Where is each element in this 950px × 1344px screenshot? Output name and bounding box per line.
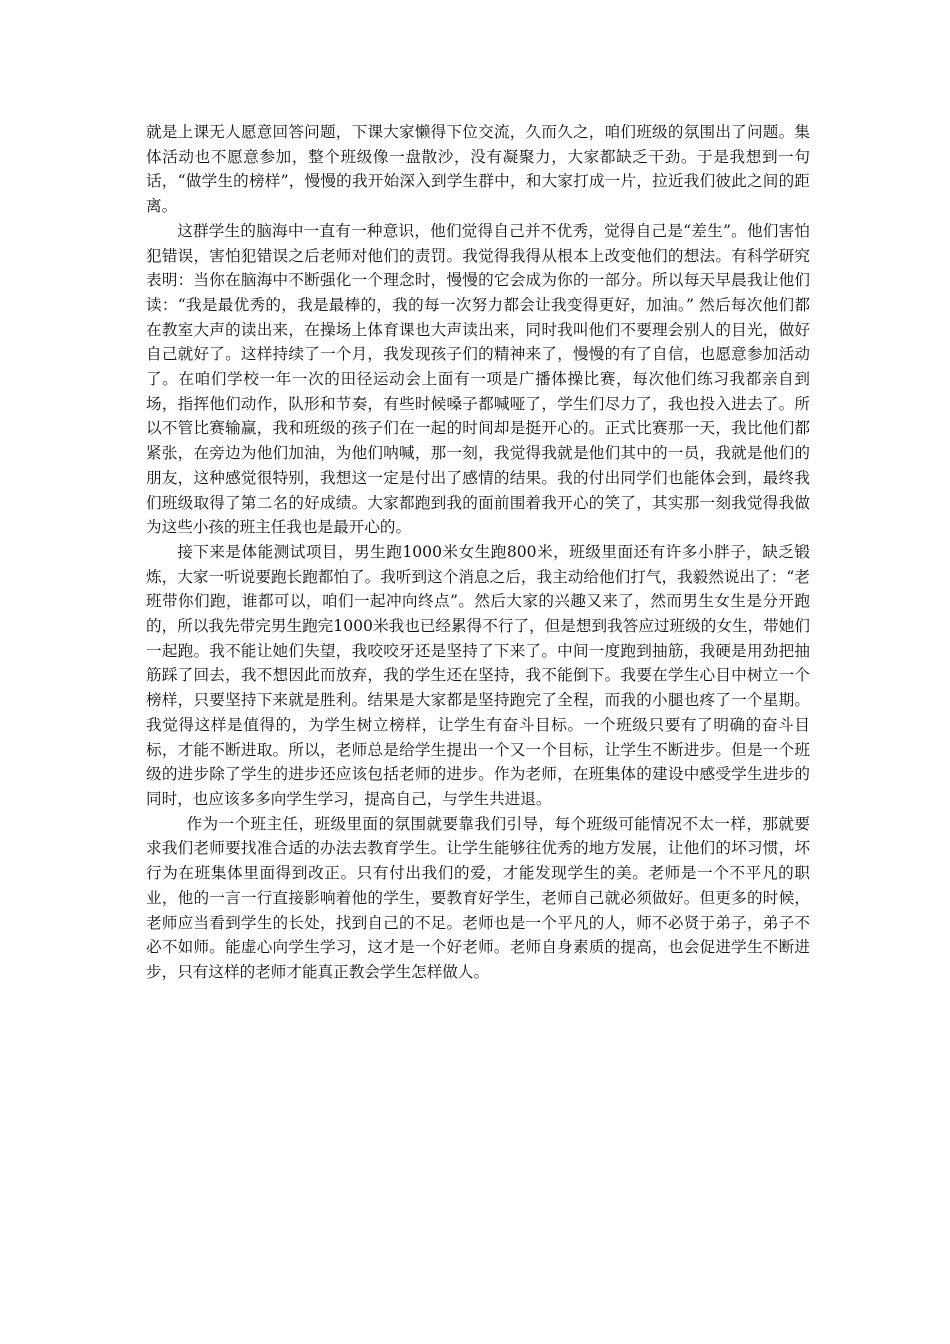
paragraph-2: 这群学生的脑海中一直有一种意识，他们觉得自己并不优秀，觉得自己是“差生”。他们害怕犯错误，害怕犯错误之后老师对他们的责罚。我觉得我得从根本上改变他们的想法。有科学研究表明：当你在脑海中不断强化一个理念时，慢慢的它会成为你的一部分。所以每天早晨我让他们读：“我是最优秀的，我是最棒的，我的每一次努力都会让我变得更好，加油。” 然后每次他们都在教室大声的读出来，在操场上体育课也大声读出来，同时我叫他们不要理会别人的目光，做好自己就好了。这样持续了一个月，我发现孩子们的精神来了，慢慢的有了自信，也愿意参加活动了。在咱们学校一年一次的田径运动会上面有一项是广播体操比赛，每次他们练习我都亲自到场，指挥他们动作，队形和节奏，有些时候嗓子都喊哑了，学生们尽力了，我也投入进去了。所以不管比赛输赢，我和班级的孩子们在一起的时间却是挺开心的。正式比赛那一天，我比他们都紧张，在旁边为他们加油，为他们呐喊，那一刻，我觉得我就是他们其中的一员，我就是他们的朋友，这种感觉很特别，我想这一定是付出了感情的结果。我的付出同学们也能体会到，最终我们班级取得了第二名的好成绩。大家都跑到我的面前围着我开心的笑了，其实那一刻我觉得我做为这些小孩的班主任我也是最开心的。 — [146, 221, 810, 537]
paragraph-4: 作为一个班主任，班级里面的氛围就要靠我们引导，每个班级可能情况不太一样，那就要求我们老师要找准合适的办法去教育学生。让学生能够往优秀的地方发展，让他们的坏习惯，坏行为在班集体里面得到改正。只有付出我们的爱，才能发现学生的美。老师是一个不平凡的职业，他的一言一行直接影响着他的学生，要教育好学生，老师自己就必须做好。但更多的时候，老师应当看到学生的长处，找到自己的不足。老师也是一个平凡的人，师不必贤于弟子，弟子不必不如师。能虚心向学生学习，这才是一个好老师。老师自身素质的提高，也会促进学生不断进步，只有这样的老师才能真正教会学生怎样做人。 — [146, 814, 810, 981]
paragraph-1: 就是上课无人愿意回答问题，下课大家懒得下位交流，久而久之，咱们班级的氛围出了问题。集体活动也不愿意参加，整个班级像一盘散沙，没有凝聚力，大家都缺乏干劲。于是我想到一句话，“做学生的榜样”，慢慢的我开始深入到学生群中，和大家打成一片，拉近我们彼此之间的距离。 — [146, 123, 810, 216]
paragraph-3: 接下来是体能测试项目，男生跑1000米女生跑800米，班级里面还有许多小胖子，缺乏锻炼，大家一听说要跑长跑都怕了。我听到这个消息之后，我主动给他们打气，我毅然说出了：“老班带你们跑，谁都可以，咱们一起冲向终点”。然后大家的兴趣又来了，然而男生女生是分开跑的，所以我先带完男生跑完1000米我也已经累得不行了，但是想到我答应过班级的女生，带她们一起跑。我不能让她们失望，我咬咬牙还是坚持了下来了。中间一度跑到抽筋，我硬是用劲把抽筋踩了回去，我不想因此而放弃，我的学生还在坚持，我不能倒下。我要在学生心目中树立一个榜样，只要坚持下来就是胜利。结果是大家都是坚持跑完了全程，而我的小腿也疼了一个星期。我觉得这样是值得的，为学生树立榜样，让学生有奋斗目标。一个班级只要有了明确的奋斗目标，才能不断进取。所以，老师总是给学生提出一个又一个目标，让学生不断进步。但是一个班级的进步除了学生的进步还应该包括老师的进步。作为老师，在班集体的建设中感受学生进步的同时，也应该多多向学生学习，提高自己，与学生共进退。 — [146, 542, 810, 808]
article-body — [146, 120, 810, 985]
